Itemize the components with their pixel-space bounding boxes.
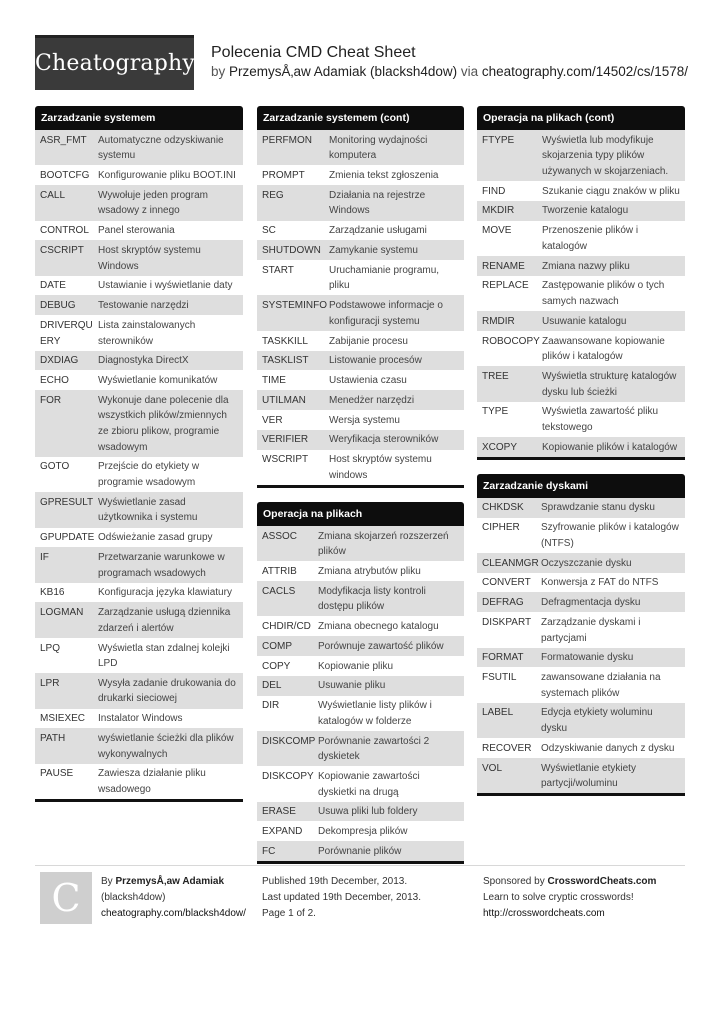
- command-row: [477, 592, 685, 612]
- command-name: KB16: [40, 587, 65, 599]
- command-row: [257, 731, 464, 766]
- command-description: Porównanie zawartości 2 dyskietek: [318, 735, 430, 763]
- section-operacja-na-plikach-cont: [477, 106, 685, 460]
- command-description: Szukanie ciągu znaków w pliku: [542, 185, 680, 197]
- command-description: Zmienia tekst zgłoszenia: [329, 170, 439, 182]
- command-description: Podstawowe informacje o konfiguracji systemu: [329, 300, 443, 327]
- command-description: Szyfrowanie plików i katalogów (NTFS): [541, 522, 679, 549]
- command-row: [35, 370, 243, 390]
- command-description: Wyświetla stan zdalnej kolejki LPD: [98, 642, 230, 670]
- column-3: [477, 106, 685, 810]
- command-description: Porównuje zawartość plików: [318, 640, 444, 652]
- footer-page-number: Page 1 of 2.: [262, 908, 316, 919]
- command-row: [257, 636, 464, 656]
- command-description: Weryfikacja sterowników: [329, 434, 439, 446]
- command-row: [35, 547, 243, 582]
- command-name: UTILMAN: [262, 394, 306, 406]
- command-description: Kopiowanie zawartości dyskietki na drugą: [318, 771, 420, 798]
- command-row: [35, 528, 243, 548]
- command-name: EXPAND: [262, 826, 303, 838]
- footer-divider: [35, 865, 685, 866]
- command-row: [477, 201, 685, 221]
- command-description: Usuwa pliki lub foldery: [318, 806, 418, 818]
- command-description: Oczyszczanie dysku: [541, 557, 632, 569]
- command-row: [257, 766, 464, 801]
- command-row: [257, 331, 464, 351]
- command-description: Modyfikacja listy kontroli dostępu plików: [318, 585, 426, 613]
- command-row: [257, 351, 464, 371]
- command-description: Wyświetlanie zasad użytkownika i systemu: [98, 496, 198, 524]
- command-row: [35, 638, 243, 673]
- command-name: LPR: [40, 677, 60, 689]
- command-row: [35, 276, 243, 296]
- command-row: [477, 331, 685, 366]
- command-description: Testowanie narzędzi: [98, 300, 189, 312]
- command-name: FIND: [482, 185, 506, 197]
- command-description: Wyświetla strukturę katalogów dysku lub ścieżki: [542, 370, 677, 398]
- command-row: [257, 696, 464, 731]
- command-name: PERFMON: [262, 134, 312, 146]
- command-name: VOL: [482, 762, 503, 774]
- command-description: Konfiguracja języka klawiatury: [98, 587, 232, 599]
- command-description: Zmiana nazwy pliku: [542, 260, 630, 272]
- section-title: Zarzadzanie systemem (cont): [257, 106, 464, 130]
- command-description: zawansowane działania na systemach plików: [541, 672, 661, 699]
- command-name: MOVE: [482, 225, 512, 237]
- command-row: [477, 573, 685, 593]
- command-description: wyświetlanie ścieżki dla plików wykonywalnych: [98, 733, 234, 760]
- footer-dates-block: [262, 874, 421, 922]
- command-row: [35, 240, 243, 275]
- command-table: [257, 526, 464, 861]
- command-description: Zmiana obecnego katalogu: [318, 621, 439, 633]
- command-description: Wywołuje jeden program wsadowy z innego: [98, 189, 208, 217]
- section-title: Zarzadzanie systemem: [35, 106, 243, 130]
- command-name: DRIVERQUERY: [40, 319, 93, 347]
- command-description: Ustawianie i wyświetlanie daty: [98, 280, 233, 292]
- command-description: Zmiana skojarzeń rozszerzeń plików: [318, 530, 449, 558]
- command-row: [257, 656, 464, 676]
- command-name: BOOTCFG: [40, 170, 90, 182]
- command-description: Wyświetla lub modyfikuje skojarzenia typy plików używanych w skojarzeniach.: [542, 134, 669, 177]
- column-1: [35, 106, 243, 816]
- command-description: Porównanie plików: [318, 845, 402, 857]
- command-row: [257, 221, 464, 241]
- command-row: [257, 676, 464, 696]
- command-description: Przejście do etykiety w programie wsadowym: [98, 461, 200, 489]
- section-zarzadzanie-systemem-cont: [257, 106, 464, 488]
- command-name: ERASE: [262, 806, 296, 818]
- command-name: TYPE: [482, 406, 509, 418]
- command-name: TREE: [482, 370, 509, 382]
- command-row: [35, 130, 243, 165]
- command-name: COPY: [262, 660, 291, 672]
- section-zarzadzanie-systemem: [35, 106, 243, 802]
- footer-author-handle: (blacksh4dow): [101, 892, 166, 903]
- command-description: Sprawdzanie stanu dysku: [541, 502, 655, 514]
- command-name: CACLS: [262, 585, 296, 597]
- command-row: [477, 667, 685, 702]
- byline-prefix: by: [211, 64, 230, 79]
- command-name: SYSTEMINFO: [262, 300, 328, 312]
- footer-author-block: [101, 874, 246, 922]
- command-name: ATTRIB: [262, 565, 297, 577]
- command-description: Działania na rejestrze Windows: [329, 189, 426, 217]
- command-name: CONVERT: [482, 577, 531, 589]
- command-name: XCOPY: [482, 441, 518, 453]
- command-name: COMP: [262, 640, 292, 652]
- command-row: [35, 602, 243, 637]
- command-row: [477, 130, 685, 181]
- command-row: [477, 402, 685, 437]
- command-name: CLEANMGR: [482, 557, 539, 569]
- command-row: [477, 703, 685, 738]
- command-name: WSCRIPT: [262, 454, 309, 466]
- command-row: [35, 165, 243, 185]
- command-name: DIR: [262, 700, 280, 712]
- command-name: RENAME: [482, 260, 525, 272]
- footer-sponsor-prefix: Sponsored by: [483, 876, 548, 887]
- command-name: SHUTDOWN: [262, 245, 321, 256]
- command-description: Zmiana atrybutów pliku: [318, 565, 421, 577]
- command-name: GPUPDATE: [40, 532, 95, 544]
- command-name: GPRESULT: [40, 496, 94, 508]
- command-row: [477, 758, 685, 793]
- command-name: TIME: [262, 375, 286, 387]
- command-row: [257, 240, 464, 260]
- command-name: REPLACE: [482, 280, 529, 292]
- command-name: PAUSE: [40, 768, 74, 780]
- command-row: [477, 498, 685, 518]
- command-description: Wyświetlanie etykiety partycji/woluminu: [541, 762, 636, 790]
- command-description: Host skryptów systemu Windows: [98, 245, 201, 272]
- command-description: Ustawienia czasu: [329, 375, 407, 387]
- command-name: ASSOC: [262, 530, 298, 542]
- command-name: MSIEXEC: [40, 713, 86, 725]
- command-description: Zastępowanie plików o tych samych nazwach: [542, 280, 665, 307]
- footer-sponsor-block: [483, 874, 656, 922]
- command-name: CHDIR/CD: [262, 621, 311, 633]
- command-table: [477, 498, 685, 794]
- command-description: Diagnostyka DirectX: [98, 355, 189, 367]
- command-name: DISKPART: [482, 616, 532, 628]
- command-row: [477, 437, 685, 457]
- command-name: VER: [262, 414, 283, 426]
- command-name: CONTROL: [40, 225, 89, 237]
- command-description: Kopiowanie pliku: [318, 660, 394, 672]
- command-name: DATE: [40, 280, 66, 292]
- command-row: [477, 311, 685, 331]
- command-table: [35, 130, 243, 799]
- command-row: [257, 260, 464, 295]
- command-table: [477, 130, 685, 457]
- command-row: [35, 728, 243, 763]
- command-description: Host skryptów systemu windows: [329, 454, 432, 481]
- command-description: Zarządzanie dyskami i partycjami: [541, 616, 641, 644]
- command-row: [35, 295, 243, 315]
- command-description: Konwersja z FAT do NTFS: [541, 577, 659, 589]
- command-row: [257, 130, 464, 165]
- command-name: DISKCOMP: [262, 735, 316, 747]
- cheatography-logo[interactable]: Cheatography: [35, 35, 194, 90]
- command-name: TASKKILL: [262, 335, 308, 347]
- command-name: START: [262, 264, 294, 276]
- command-row: [257, 430, 464, 450]
- command-name: DEL: [262, 680, 282, 692]
- author-avatar[interactable]: C: [40, 872, 92, 924]
- command-name: FC: [262, 845, 276, 857]
- command-name: ROBOCOPY: [482, 335, 540, 347]
- author-link[interactable]: PrzemysÅ‚aw Adamiak (blacksh4dow): [229, 64, 458, 79]
- command-description: Zabijanie procesu: [329, 335, 408, 347]
- command-description: Zaawansowane kopiowanie plików i katalogów: [542, 335, 665, 363]
- footer-updated: Last updated 19th December, 2013.: [262, 892, 422, 903]
- command-row: [477, 256, 685, 276]
- command-description: Zarządzanie usługą dziennika zdarzeń i alertów: [98, 607, 231, 634]
- command-name: DEFRAG: [482, 597, 524, 609]
- command-description: Wyświetlanie komunikatów: [98, 375, 218, 387]
- section-zarzadzanie-dyskami: [477, 474, 685, 797]
- section-title: Zarzadzanie dyskami: [477, 474, 685, 498]
- command-name: PROMPT: [262, 170, 305, 182]
- command-description: Wykonuje dane polecenie dla wszystkich plików/zmiennych ze zbioru plikow, programie wsadowym: [98, 394, 229, 453]
- command-description: Menedżer narzędzi: [329, 394, 415, 406]
- command-description: Kopiowanie plików i katalogów: [542, 441, 678, 453]
- byline-via: via: [457, 64, 482, 79]
- command-name: RMDIR: [482, 315, 515, 327]
- command-row: [477, 366, 685, 401]
- command-description: Wyświetlanie listy plików i katalogów w folderze: [318, 700, 432, 727]
- command-name: LPQ: [40, 642, 61, 654]
- command-row: [477, 276, 685, 311]
- command-row: [477, 553, 685, 573]
- command-row: [477, 648, 685, 668]
- command-row: [35, 351, 243, 371]
- command-description: Tworzenie katalogu: [542, 205, 629, 217]
- command-name: ASR_FMT: [40, 134, 87, 146]
- command-name: TASKLIST: [262, 355, 309, 367]
- command-name: REG: [262, 189, 284, 201]
- command-table: [257, 130, 464, 485]
- command-row: [35, 673, 243, 708]
- sheet-url-link[interactable]: cheatography.com/14502/cs/1578/: [481, 64, 689, 79]
- section-title: Operacja na plikach (cont): [477, 106, 685, 130]
- command-name: FSUTIL: [482, 672, 517, 684]
- command-row: [257, 390, 464, 410]
- command-row: [257, 581, 464, 616]
- command-description: Zawiesza działanie pliku wsadowego: [98, 768, 206, 795]
- command-name: PATH: [40, 733, 66, 745]
- command-row: [35, 457, 243, 492]
- command-description: Usuwanie pliku: [318, 680, 386, 692]
- command-description: Formatowanie dysku: [541, 652, 634, 664]
- command-description: Automatyczne odzyskiwanie systemu: [98, 134, 224, 162]
- command-row: [257, 185, 464, 220]
- command-description: Monitoring wydajności komputera: [329, 134, 428, 162]
- command-description: Instalator Windows: [98, 713, 183, 725]
- command-row: [477, 612, 685, 647]
- footer-sponsor-url[interactable]: http://crosswordcheats.com: [483, 908, 605, 919]
- command-description: Przenoszenie plików i katalogów: [542, 225, 639, 252]
- command-row: [35, 583, 243, 603]
- command-description: Zarządzanie usługami: [329, 225, 427, 237]
- footer-author-name[interactable]: PrzemysÅ‚aw Adamiak: [115, 876, 225, 887]
- command-name: CHKDSK: [482, 502, 524, 514]
- command-description: Lista zainstalowanych sterowników: [98, 319, 196, 347]
- command-description: Panel sterowania: [98, 225, 175, 237]
- command-row: [257, 165, 464, 185]
- command-row: [477, 221, 685, 256]
- command-name: FTYPE: [482, 134, 515, 146]
- command-name: FORMAT: [482, 652, 524, 664]
- command-description: Edycja etykiety woluminu dysku: [541, 707, 653, 735]
- command-row: [257, 802, 464, 822]
- command-description: Przetwarzanie warunkowe w programach wsadowych: [98, 551, 225, 579]
- command-description: Wysyła zadanie drukowania do drukarki sieciowej: [98, 677, 236, 705]
- command-description: Zamykanie systemu: [329, 245, 418, 256]
- command-name: CALL: [40, 189, 66, 201]
- command-name: LABEL: [482, 707, 514, 719]
- footer-sponsor-name[interactable]: CrosswordCheats.com: [547, 876, 657, 887]
- command-row: [35, 315, 243, 350]
- command-description: Odzyskiwanie danych z dysku: [541, 742, 675, 754]
- command-row: [477, 738, 685, 758]
- command-row: [257, 450, 464, 485]
- command-name: ECHO: [40, 375, 69, 387]
- command-row: [477, 518, 685, 553]
- footer-by-prefix: By: [101, 876, 116, 887]
- command-description: Wersja systemu: [329, 414, 400, 426]
- command-row: [35, 221, 243, 241]
- command-row: [257, 821, 464, 841]
- command-row: [477, 181, 685, 201]
- command-description: Listowanie procesów: [329, 355, 422, 367]
- command-description: Uruchamianie programu, pliku: [329, 264, 440, 292]
- command-name: GOTO: [40, 461, 70, 473]
- section-title: Operacja na plikach: [257, 502, 464, 526]
- command-row: [257, 561, 464, 581]
- command-name: MKDIR: [482, 205, 515, 217]
- command-name: DISKCOPY: [262, 771, 314, 782]
- command-row: [257, 526, 464, 561]
- command-description: Usuwanie katalogu: [542, 315, 627, 327]
- command-description: Wyświetla zawartość pliku tekstowego: [542, 406, 659, 433]
- command-name: LOGMAN: [40, 607, 84, 619]
- command-name: CIPHER: [482, 522, 520, 534]
- page-title: Polecenia CMD Cheat Sheet: [211, 44, 416, 61]
- command-row: [257, 616, 464, 636]
- command-name: DEBUG: [40, 300, 76, 312]
- command-name: VERIFIER: [262, 434, 309, 446]
- byline: [211, 64, 688, 79]
- command-name: SC: [262, 225, 276, 237]
- command-description: Konfigurowanie pliku BOOT.INI: [98, 170, 236, 182]
- footer-published: Published 19th December, 2013.: [262, 876, 408, 887]
- footer-sponsor-text: Learn to solve cryptic crosswords!: [483, 892, 634, 903]
- column-2: [257, 106, 464, 878]
- command-row: [35, 185, 243, 220]
- command-name: IF: [40, 551, 49, 563]
- command-row: [257, 295, 464, 330]
- command-row: [257, 370, 464, 390]
- command-name: DXDIAG: [40, 355, 79, 367]
- command-description: Dekompresja plików: [318, 826, 408, 838]
- command-row: [35, 390, 243, 457]
- command-row: [257, 841, 464, 861]
- command-row: [35, 492, 243, 527]
- command-name: FOR: [40, 394, 62, 406]
- command-row: [257, 410, 464, 430]
- command-row: [35, 709, 243, 729]
- command-description: Odświeżanie zasad grupy: [98, 532, 213, 544]
- command-description: Defragmentacja dysku: [541, 597, 641, 609]
- command-name: CSCRIPT: [40, 245, 84, 256]
- command-name: RECOVER: [482, 742, 532, 754]
- command-row: [35, 764, 243, 799]
- footer-author-url[interactable]: cheatography.com/blacksh4dow/: [101, 908, 246, 919]
- section-operacja-na-plikach: [257, 502, 464, 864]
